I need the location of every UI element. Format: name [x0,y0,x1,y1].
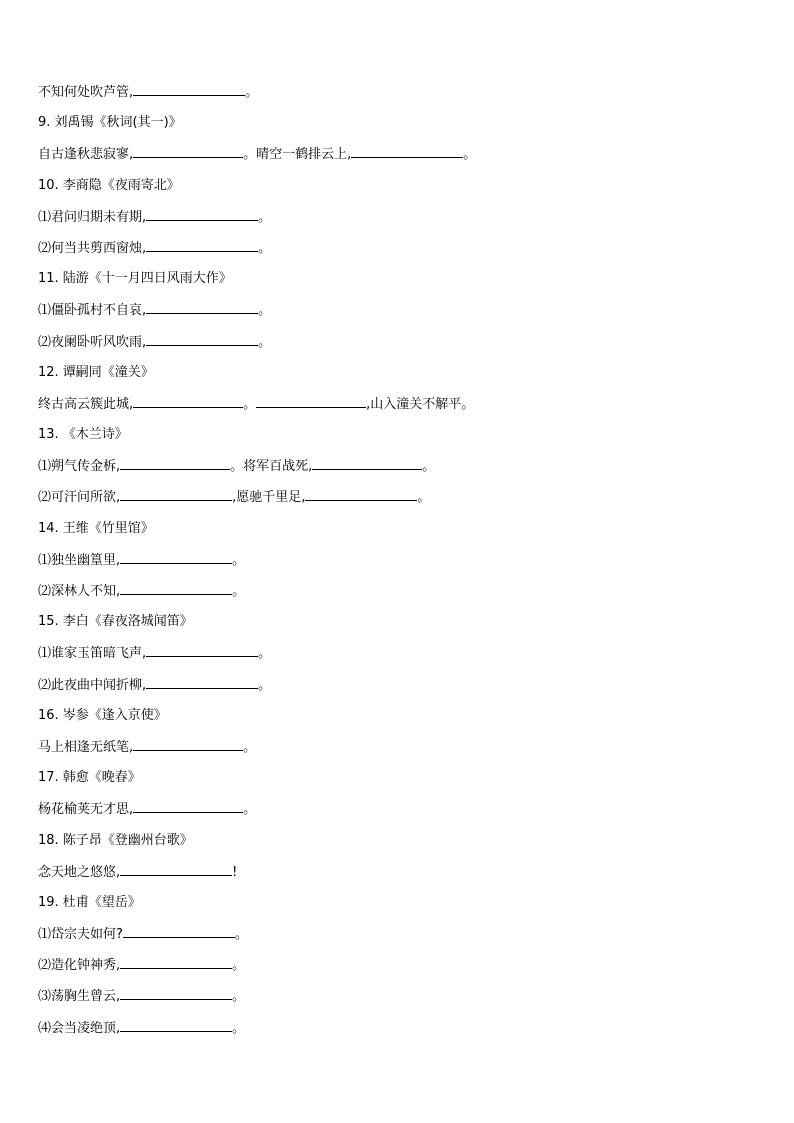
line-text: 13. 《木兰诗》 [38,427,128,443]
line-text: 11. 陆游《十一月四日风雨大作》 [38,271,232,287]
line-text: 。 [258,240,272,256]
line-text: 15. 李白《春夜洛城闻笛》 [38,614,193,630]
answer-blank[interactable] [305,486,417,501]
fill-in-line [38,985,758,1016]
answer-blank[interactable] [133,798,243,813]
line-text: 14. 王维《竹里馆》 [38,520,154,536]
fill-in-line [38,674,758,705]
answer-blank[interactable] [133,81,245,96]
answer-blank[interactable] [146,237,258,252]
line-text: 9. 刘禹锡《秋词(其一)》 [38,115,182,131]
line-text: 自古逢秋悲寂寥, [38,147,134,163]
fill-in-line [38,549,758,580]
line-text: ⑵夜阑卧听风吹雨, [38,334,147,350]
poem-heading [38,767,758,798]
answer-blank[interactable] [120,580,232,595]
line-text: 。 [258,209,272,225]
line-text: 。 [417,490,431,506]
line-text: 。 [422,459,436,475]
line-text: 。 [258,646,272,662]
line-text: ⑵造化钟神秀, [38,958,121,974]
poem-heading [38,892,758,923]
answer-blank[interactable] [133,393,243,408]
poem-heading [38,175,758,206]
answer-blank[interactable] [120,549,232,564]
line-text: ! [232,864,238,880]
line-text: 。 [258,677,272,693]
answer-blank[interactable] [146,642,258,657]
poem-heading [38,518,758,549]
worksheet-body [38,81,758,1048]
answer-blank[interactable] [120,954,232,969]
line-text: 19. 杜甫《望岳》 [38,894,141,910]
answer-blank[interactable] [133,736,243,751]
fill-in-line [38,331,758,362]
fill-in-line [38,1017,758,1048]
answer-blank[interactable] [120,861,232,876]
line-text: ⑴朔气传金柝, [38,459,121,475]
poem-heading [38,611,758,642]
line-text: 念天地之悠悠, [38,864,121,880]
line-text: 18. 陈子昂《登幽州台歌》 [38,832,193,848]
line-text: 。将军百战死, [230,459,313,475]
line-text: ⑴独坐幽篁里, [38,552,121,568]
line-text: ⑵深林人不知, [38,584,121,599]
line-text: ⑵可汗问所欲, [38,490,121,506]
answer-blank[interactable] [120,486,232,501]
fill-in-line [38,861,758,892]
line-text: 12. 谭嗣同《潼关》 [38,364,154,380]
answer-blank[interactable] [146,674,258,689]
answer-blank[interactable] [120,985,232,1000]
fill-in-line [38,798,758,829]
line-text: 。 [258,303,272,319]
line-text: 。 [234,927,248,943]
line-text: ⑶荡胸生曾云, [38,989,121,1005]
poem-heading [38,830,758,861]
line-text: 终古高云簇此城, [38,396,134,412]
poem-heading [38,705,758,736]
fill-in-line [38,923,758,954]
line-text: 。 [463,147,477,163]
line-text: 10. 李商隐《夜雨寄北》 [38,177,180,193]
answer-blank[interactable] [120,1017,232,1032]
answer-blank[interactable] [123,923,235,938]
answer-blank[interactable] [146,331,258,346]
line-text: 。晴空一鹤排云上, [243,147,352,163]
fill-in-line [38,486,758,517]
answer-blank[interactable] [256,393,366,408]
fill-in-line [38,299,758,330]
poem-heading [38,112,758,143]
line-text: ⑴僵卧孤村不自哀, [38,303,147,319]
line-text: 17. 韩愈《晚春》 [38,770,141,786]
line-text: ⑵何当共剪西窗烛, [38,240,147,256]
line-text: 。 [232,552,246,568]
poem-heading [38,268,758,299]
answer-blank[interactable] [133,143,243,158]
fill-in-line [38,954,758,985]
line-text: 。 [243,739,257,755]
fill-in-line [38,455,758,486]
line-text: 。 [232,584,246,599]
line-text: 。 [232,958,246,974]
line-text: 16. 岑参《逢入京使》 [38,707,167,723]
line-text: 。 [243,802,257,818]
line-text: ⑴君问归期未有期, [38,209,147,225]
fill-in-line [38,237,758,268]
line-text: 。 [232,1020,246,1036]
poem-heading [38,424,758,455]
line-text: 不知何处吹芦管, [38,85,134,100]
line-text: 。 [245,85,259,100]
line-text: ⑴谁家玉笛暗飞声, [38,646,147,662]
answer-blank[interactable] [120,455,230,470]
fill-in-line [38,642,758,673]
line-text: 。 [258,334,272,350]
fill-in-line [38,143,758,174]
fill-in-line [38,81,758,112]
line-text: ⑷会当凌绝顶, [38,1020,121,1036]
poem-heading [38,362,758,393]
answer-blank[interactable] [146,206,258,221]
fill-in-line [38,393,758,424]
line-text: 。 [232,989,246,1005]
line-text: ⑵此夜曲中闻折柳, [38,677,147,693]
answer-blank[interactable] [351,143,463,158]
line-text: 。 [243,396,257,412]
answer-blank[interactable] [146,299,258,314]
line-text: ,山入潼关不解平。 [366,396,475,412]
line-text: ⑴岱宗夫如何? [38,927,123,943]
fill-in-line [38,206,758,237]
line-text: ,愿驰千里足, [232,490,306,506]
line-text: 杨花榆荚无才思, [38,802,134,818]
line-text: 马上相逢无纸笔, [38,739,134,755]
answer-blank[interactable] [312,455,422,470]
fill-in-line [38,736,758,767]
fill-in-line [38,580,758,611]
